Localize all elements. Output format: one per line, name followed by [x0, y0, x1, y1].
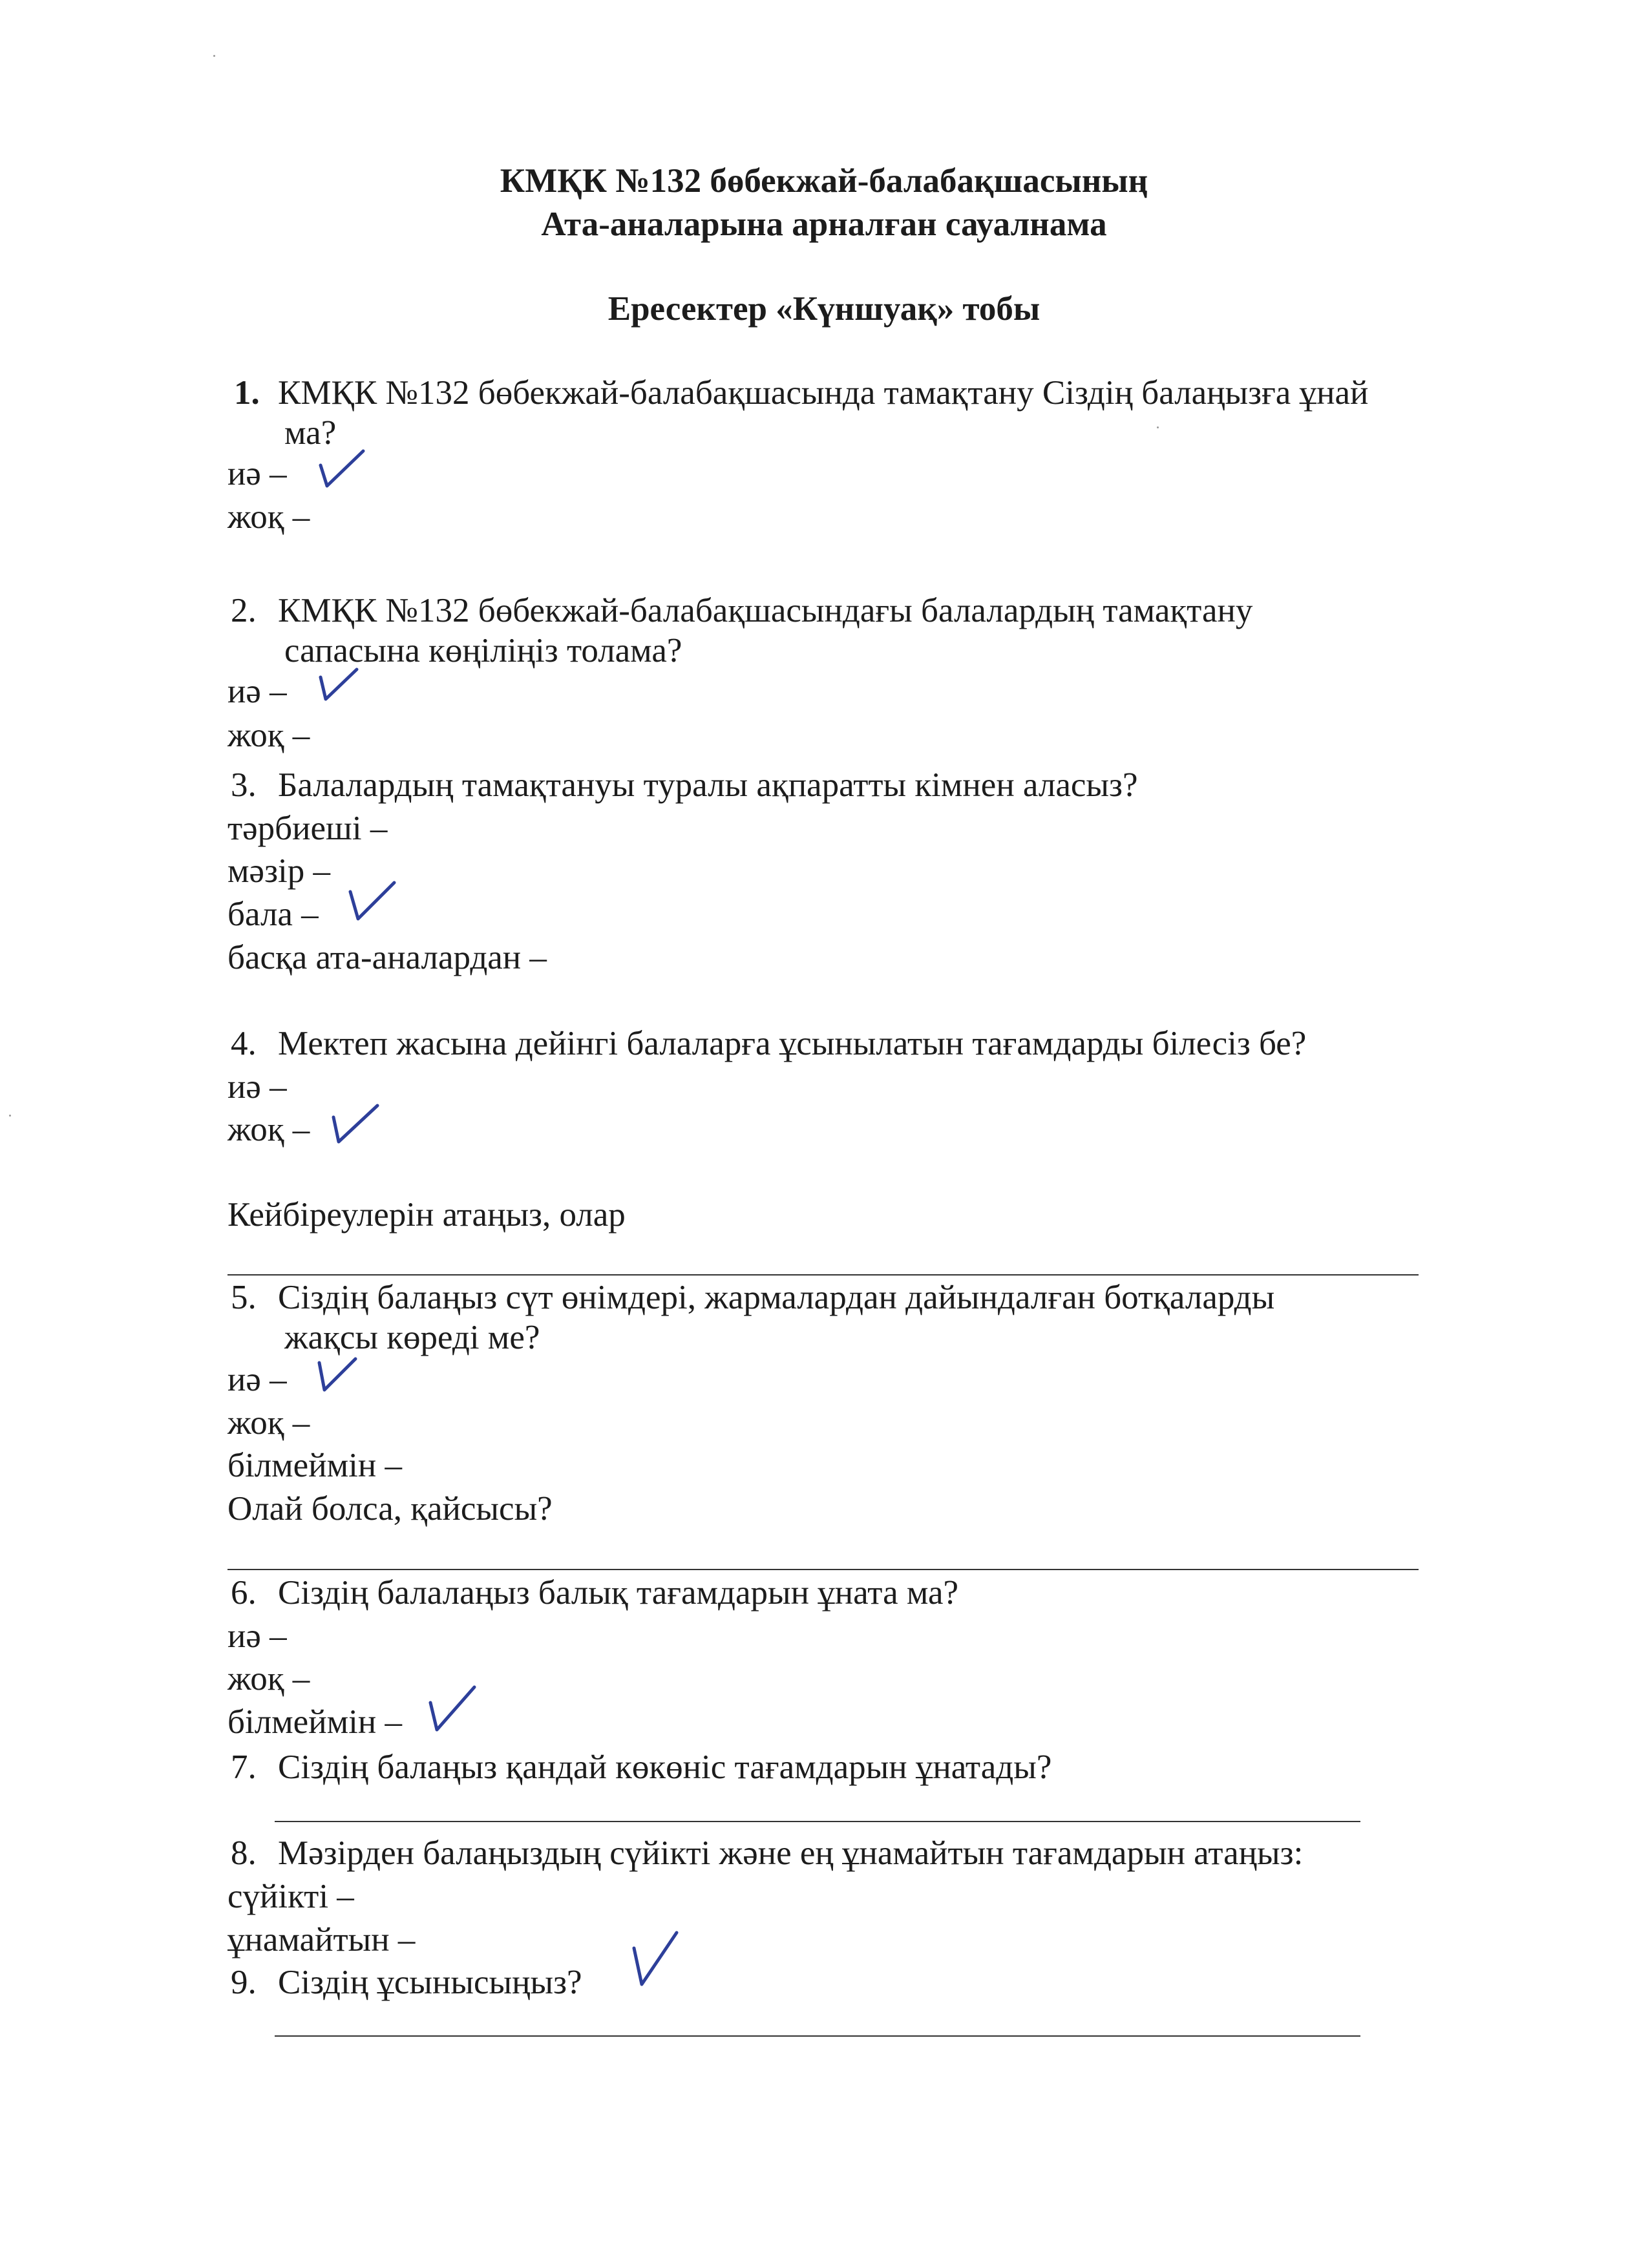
question-9-text: Сіздің ұсынысыңыз?: [278, 1964, 582, 2001]
checkmark-icon: [427, 1683, 478, 1735]
question-5-number: 5.: [231, 1279, 257, 1316]
checkmark-icon: [315, 1354, 361, 1396]
question-9-number: 9.: [231, 1964, 257, 2001]
q3-option-menu[interactable]: мәзір –: [227, 852, 330, 890]
question-1-text-cont: ма?: [284, 414, 337, 452]
question-5-text: Сіздің балаңыз сүт өнімдері, жармалардан дайындалған ботқаларды: [278, 1279, 1275, 1316]
answer-line[interactable]: [227, 1274, 1419, 1276]
question-2-text-cont: сапасына көңіліңіз толама?: [284, 632, 682, 669]
title-line-1: КМҚК №132 бөбекжай-балабақшасының: [500, 162, 1148, 200]
q5-option-dont-know[interactable]: білмеймін –: [227, 1447, 402, 1484]
q2-option-no[interactable]: жоқ –: [227, 717, 310, 754]
checkmark-icon: [330, 1102, 381, 1147]
scan-speck: [213, 55, 215, 57]
checkmark-icon: [630, 1929, 682, 1990]
q5-option-yes[interactable]: иә –: [227, 1361, 287, 1398]
answer-line[interactable]: [275, 2035, 1360, 2037]
question-8-text: Мәзірден балаңыздың сүйікті және ең ұнамайтын тағамдарын атаңыз:: [278, 1834, 1304, 1872]
question-6-text: Сіздің балалаңыз балық тағамдарын ұната ма?: [278, 1574, 959, 1612]
q6-option-yes[interactable]: иә –: [227, 1617, 287, 1655]
question-7-text: Сіздің балаңыз қандай көкөніс тағамдарын ұнатады?: [278, 1748, 1052, 1786]
question-7-number: 7.: [231, 1748, 257, 1786]
q8-disliked-label[interactable]: ұнамайтын –: [227, 1921, 416, 1958]
q5-followup-label: Олай болса, қайсысы?: [227, 1490, 553, 1528]
checkmark-icon: [317, 446, 368, 494]
checkmark-icon: [346, 879, 398, 924]
group-title: Ересектер «Күншуақ» тобы: [607, 290, 1041, 328]
q1-option-no[interactable]: жоқ –: [227, 498, 310, 536]
question-6-number: 6.: [231, 1574, 257, 1612]
question-2-number: 2.: [231, 592, 257, 629]
q4-followup-label: Кейбіреулерін атаңыз, олар: [227, 1196, 626, 1234]
q6-option-no[interactable]: жоқ –: [227, 1660, 310, 1697]
question-5-text-cont: жақсы көреді ме?: [284, 1319, 540, 1356]
q3-option-other-parents[interactable]: басқа ата-аналардан –: [227, 939, 547, 976]
q6-option-dont-know[interactable]: білмеймін –: [227, 1703, 402, 1741]
checkmark-icon: [317, 666, 362, 704]
q1-option-yes[interactable]: иә –: [227, 455, 287, 492]
q8-favorite-label[interactable]: сүйікті –: [227, 1878, 354, 1915]
question-1-text: КМҚК №132 бөбекжай-балабақшасында тамақтану Сіздің балаңызға ұнай: [278, 374, 1369, 412]
q5-option-no[interactable]: жоқ –: [227, 1404, 310, 1442]
question-3-number: 3.: [231, 766, 257, 804]
question-2-text: КМҚК №132 бөбекжай-балабақшасындағы балалардың тамақтану: [278, 592, 1253, 629]
question-8-number: 8.: [231, 1834, 257, 1872]
q3-option-child[interactable]: бала –: [227, 896, 319, 933]
question-4-text: Мектеп жасына дейінгі балаларға ұсынылатын тағамдарды білесіз бе?: [278, 1025, 1307, 1062]
answer-line[interactable]: [227, 1569, 1419, 1570]
q2-option-yes[interactable]: иә –: [227, 673, 287, 710]
q4-option-no[interactable]: жоқ –: [227, 1111, 310, 1148]
scan-speck: [9, 1115, 11, 1117]
question-1-number: 1.: [234, 374, 260, 412]
q4-option-yes[interactable]: иә –: [227, 1068, 287, 1106]
answer-line[interactable]: [275, 1821, 1360, 1822]
q3-option-teacher[interactable]: тәрбиеші –: [227, 810, 388, 847]
title-line-2: Ата-аналарына арналған сауалнама: [541, 205, 1107, 243]
scan-speck: [1157, 426, 1159, 428]
question-4-number: 4.: [231, 1025, 257, 1062]
question-3-text: Балалардың тамақтануы туралы ақпаратты кімнен аласыз?: [278, 766, 1138, 804]
